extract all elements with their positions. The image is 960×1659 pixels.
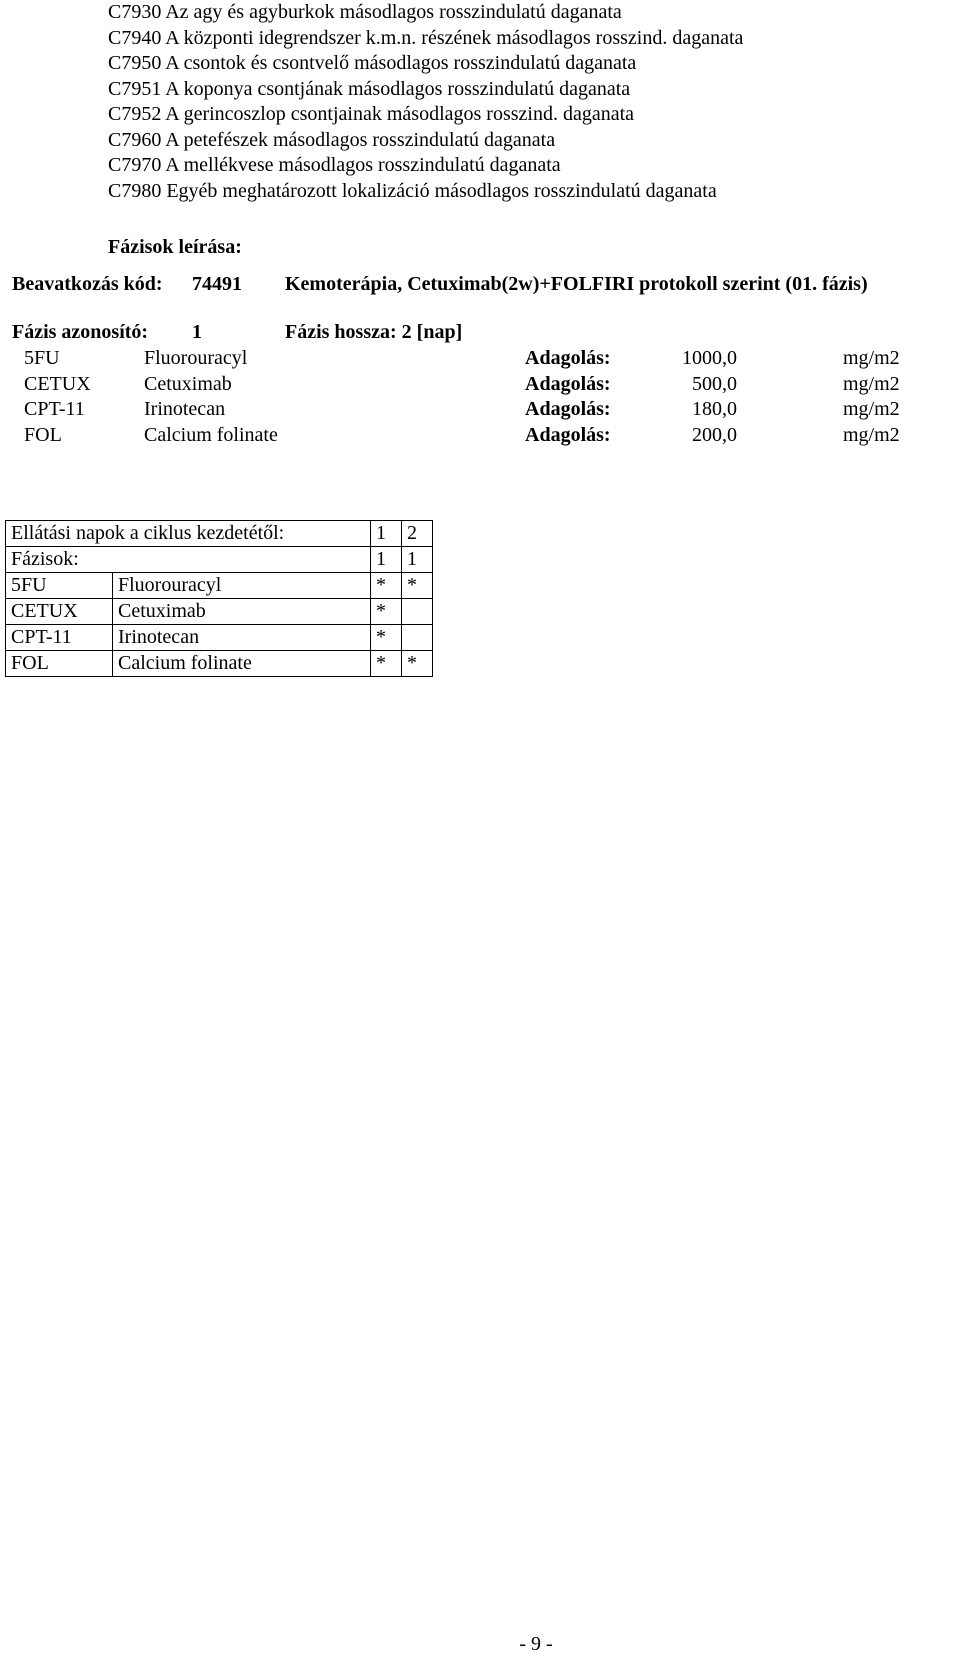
schedule-day-cell: 1 [371, 521, 402, 547]
schedule-drug-row [6, 625, 433, 651]
drug-name: Fluorouracyl [144, 347, 248, 369]
diagnosis-code-item: C7950 A csontok és csontvelő másodlagos rosszindulatú daganata [108, 52, 637, 74]
dosage-value: 1000,0 [682, 347, 737, 369]
schedule-day-cell: 2 [402, 521, 433, 547]
schedule-mark-cell [402, 599, 433, 625]
diagnosis-code-item: C7970 A mellékvese másodlagos rosszindulatú daganata [108, 154, 561, 176]
schedule-drug-code: CETUX [6, 599, 113, 625]
treatment-schedule-table [5, 520, 433, 677]
intervention-code-value: 74491 [192, 273, 242, 295]
drug-row [0, 423, 960, 449]
schedule-drug-code: FOL [6, 651, 113, 677]
schedule-drug-name: Irinotecan [113, 625, 371, 651]
diagnosis-code-item: C7940 A központi idegrendszer k.m.n. részének másodlagos rosszind. daganata [108, 26, 744, 49]
schedule-days-row [6, 521, 433, 547]
diagnosis-code-item: C7951 A koponya csontjának másodlagos rosszindulatú daganata [108, 77, 631, 100]
dosage-label: Adagolás: [525, 347, 611, 369]
schedule-drug-row [6, 651, 433, 677]
schedule-mark-cell: * [371, 573, 402, 599]
schedule-phase-cell: 1 [402, 547, 433, 573]
dosage-unit: mg/m2 [843, 423, 900, 446]
dosage-label: Adagolás: [525, 372, 611, 395]
schedule-mark-cell: * [371, 625, 402, 651]
schedule-mark-cell [402, 625, 433, 651]
drug-row [0, 346, 960, 372]
schedule-phases-row [6, 547, 433, 573]
phase-id-value: 1 [192, 321, 202, 343]
diagnosis-code-list [108, 0, 743, 204]
schedule-mark-cell: * [371, 651, 402, 677]
dosage-unit: mg/m2 [843, 347, 900, 369]
schedule-mark-cell: * [402, 573, 433, 599]
schedule-drug-name: Fluorouracyl [113, 573, 371, 599]
schedule-days-label: Ellátási napok a ciklus kezdetétől: [6, 521, 371, 547]
dosage-unit: mg/m2 [843, 372, 900, 395]
schedule-phases-label: Fázisok: [6, 547, 371, 573]
dosage-label: Adagolás: [525, 423, 611, 446]
schedule-drug-code: CPT-11 [6, 625, 113, 651]
drug-name: Irinotecan [144, 398, 226, 420]
schedule-mark-cell: * [371, 599, 402, 625]
diagnosis-code-item: C7960 A petefészek másodlagos rosszindulatú daganata [108, 128, 556, 151]
schedule-drug-code: 5FU [6, 573, 113, 599]
phase-length: Fázis hossza: 2 [nap] [285, 321, 463, 343]
diagnosis-code-item: C7952 A gerincoszlop csontjainak másodlagos rosszind. daganata [108, 103, 635, 125]
schedule-drug-row [6, 599, 433, 625]
schedule-mark-cell: * [402, 651, 433, 677]
phases-heading: Fázisok leírása: [108, 236, 242, 258]
drug-code: CETUX [24, 372, 91, 395]
drug-name: Cetuximab [144, 372, 232, 395]
diagnosis-code-item: C7930 Az agy és agyburkok másodlagos rosszindulatú daganata [108, 1, 622, 23]
page-number: - 9 - [519, 1633, 553, 1655]
schedule-drug-name: Calcium folinate [113, 651, 371, 677]
dosage-label: Adagolás: [525, 398, 611, 420]
dosage-unit: mg/m2 [843, 398, 900, 420]
drug-code: 5FU [24, 347, 60, 369]
drug-code: CPT-11 [24, 398, 85, 420]
schedule-drug-name: Cetuximab [113, 599, 371, 625]
dosage-value: 200,0 [692, 423, 737, 446]
drug-row [0, 372, 960, 398]
drug-row [0, 397, 960, 423]
schedule-drug-row [6, 573, 433, 599]
dosage-value: 500,0 [692, 372, 737, 395]
drug-code: FOL [24, 423, 62, 446]
diagnosis-code-item: C7980 Egyéb meghatározott lokalizáció másodlagos rosszindulatú daganata [108, 179, 717, 202]
dosage-value: 180,0 [692, 398, 737, 420]
intervention-code-label: Beavatkozás kód: [12, 273, 163, 295]
phase-id-label: Fázis azonosító: [12, 321, 149, 343]
intervention-description: Kemoterápia, Cetuximab(2w)+FOLFIRI protokoll szerint (01. fázis) [285, 273, 868, 295]
schedule-phase-cell: 1 [371, 547, 402, 573]
drug-name: Calcium folinate [144, 423, 278, 446]
